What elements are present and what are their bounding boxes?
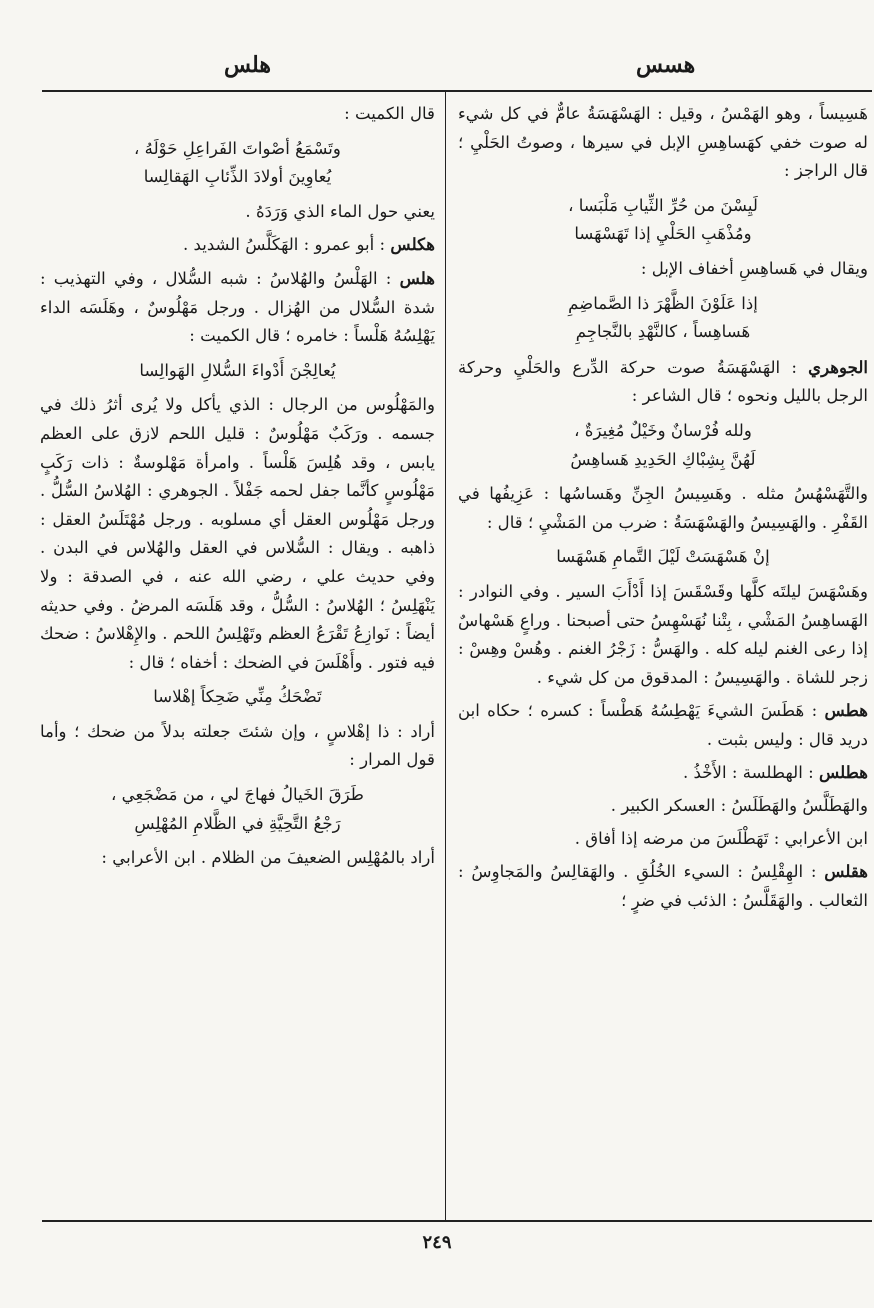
paragraph: والمَهْلُوس من الرجال : الذي يأكل ولا يُرى أثرُ ذلك في جسمه . ورَكَبٌ مَهْلُوسٌ : قليل اللحم لازق على العظم يابس ، وقد هُلِسَ هَلْساً . وامرأة مَهْلوسةٌ : ذات رَكَبٍ مَهْلُوسٍ كأنَّما جفل لحمه جَفْلاً . الجوهري : الهُلاسُ السُّلُّ . ورجل مَهْلُوس العقل أي مسلوبه . ورجل مُهْتَلَسُ العقل : ذاهبه . ويقال : السُّلاس في العقل والهُلاس في البدن . وفي حديث علي ، رضي الله عنه ، في الصدقة : ولا يَنْهَلِسُ ؛ الهُلاسُ : السُّلُّ ، وقد هَلَسَه المرضُ . وفي حديثه أيضاً : نَوازِعُ تَقْرَعُ العظم وتَهْلِسُ اللحم . والإِهْلاسُ : ضحك فيه فتور . وأَهْلَسَ في الضحك : أخفاه ؛ قال : [40, 395, 435, 672]
column-divider [445, 90, 446, 1220]
header-right-word: هسس [636, 52, 696, 78]
verse [458, 192, 868, 249]
entry-paragraph [458, 696, 868, 754]
paragraph: والتَّهَسْهُسُ مثله . وهَسِيسُ الجِنِّ وهَساسُها : عَزِيفُها في القَفْرِ . والهَسِيسُ والهَسْهَسَةُ : ضرب من المَشْيِ ؛ قال : [458, 484, 868, 532]
header-left-word: هلس [224, 52, 271, 78]
entry-paragraph [458, 857, 868, 915]
headword: الجوهري [808, 356, 868, 377]
entry-paragraph [40, 230, 435, 260]
paragraph: أراد بالمُهْلِس الضعيفَ من الظلام . ابن الأعرابي : [101, 848, 435, 868]
verse-line: لَهُنَّ بِشِبْاكِ الحَدِيدِ هَساهِسُ [570, 449, 756, 469]
entry-paragraph [458, 758, 868, 788]
verse-line: ولله فُرْسانٌ وخَيْلٌ مُغِيرَةٌ ، [574, 420, 752, 440]
entry-text: : الهَسْهَسَةُ صوت حركة الدِّرع والحَلْيِ وحركة الرجل بالليل ونحوه ؛ قال الشاعر : [458, 357, 868, 406]
headword: هكلس [390, 234, 435, 255]
entry-text: : الهِقْلِسُ : السيء الخُلُقِ . والهَقالِسُ والمَجاوِسُ : الثعالب . والهَقَلَّسُ : الذئب في ضرٍ ؛ [458, 862, 868, 910]
verse-line: يُعاوِينَ أولادَ الذِّئابِ الهَقالِسا [143, 167, 332, 187]
headword: هطس [824, 700, 868, 721]
left-column [40, 100, 435, 1212]
entry-paragraph [458, 353, 868, 411]
verse [40, 781, 435, 838]
verse-line: ومُذْهَبِ الحَلْيِ إذا تَهَسْهَسا [574, 224, 752, 244]
bottom-rule [42, 1220, 872, 1222]
headword: هقلس [824, 861, 868, 882]
paragraph: أراد : ذا إهْلاسٍ ، وإن شئتَ جعلته بدلاً من ضحك ؛ وأما قول المرار : [40, 721, 435, 770]
entry-text: : الهطلسة : الأَخْذُ . [682, 763, 819, 783]
verse [40, 683, 435, 712]
top-rule [42, 90, 872, 92]
verse-line: إذا عَلَوْنَ الظَّهْرَ ذا الصَّماضِمِ [568, 293, 758, 313]
verse-line: يُعالِجْنَ أَدْواءَ السُّلالِ الهَوالِسا [139, 360, 336, 380]
paragraph: يعني حول الماء الذي وَرَدَهُ . [245, 201, 435, 221]
verse-line: طَرَقَ الخَيالُ فهاجَ لي ، من مَضْجَعِي ، [111, 785, 364, 805]
verse-line: رَجْعُ التَّحِيَّةِ في الظَّلامِ المُهْلِسِ [134, 813, 341, 833]
right-column [458, 100, 868, 1212]
verse [458, 290, 868, 347]
verse-line: هَساهِساً ، كالنَّهْدِ بالنَّجاجِمِ [575, 322, 751, 342]
entry-text: : هَطَسَ الشيءَ يَهْطِسُهُ هَطْساً : كسره ؛ حكاه ابن دريد قال : وليس بثبت . [458, 701, 868, 749]
verse-line: تَضْحَكُ مِنِّي ضَحِكاً إهْلاسا [153, 687, 322, 707]
entry-paragraph [40, 264, 435, 351]
paragraph: قال الكميت : [344, 104, 435, 123]
paragraph: ابن الأعرابي : تَهَطْلَسَ من مرضه إذا أفاق . [574, 828, 868, 848]
verse [458, 417, 868, 474]
page-number: ٢٤٩ [422, 1232, 452, 1253]
verse-line: إنْ هَسْهَسَتْ لَيْلَ التَّمامِ هَسْهَسا [556, 547, 770, 567]
verse [458, 543, 868, 572]
entry-text: : الهَلْسُ والهُلاسُ : شبه السُّلال ، وفي التهذيب : شدة السُّلال من الهُزال . ورجل مَهْلُوسٌ ، وهَلَسَه الداء يَهْلِسُهُ هَلْساً : خامره ؛ قال الكميت : [40, 268, 435, 346]
entry-text: : أبو عمرو : الهَكَلَّسُ الشديد . [182, 235, 391, 255]
verse [40, 357, 435, 386]
headword: هطلس [818, 762, 868, 783]
paragraph: والهَطَلَّسُ والهَطَلَسُ : العسكر الكبير . [610, 796, 868, 816]
verse-line: لَيِسْنَ من حُرِّ الثِّيابِ مَلْبَسا ، [568, 195, 758, 215]
paragraph: وهَسْهَسَ ليلتَه كلَّها وقَسْقَسَ إذا أَدْأَبَ السير . وفي النوادر : الهَساهِسُ المَشْي ، بِتْنا نُهَسْهِسُ حتى أصبحنا . وراعٍ هَسْهاسٌ إذا رعى الغنم ليله كله . والهَسُّ : زَجْرُ الغنم . وهُسْ وهِسْ : زجر للشاة . والهَسِيسُ : المدقوق من كل شيء . [458, 581, 868, 687]
paragraph: هَسِيساً ، وهو الهَمْسُ ، وقيل : الهَسْهَسَةُ عامٌّ في كل شيء له صوت خفي كهَساهِسِ الإبل في سيرها ، وصوتُ الحَلْيِ ؛ قال الراجز : [458, 104, 868, 181]
verse [40, 135, 435, 192]
verse-line: وتَسْمَعُ أصْواتَ الفَراعِلِ حَوْلَهُ ، [134, 138, 341, 158]
headword: هلس [399, 267, 435, 288]
paragraph: ويقال في هَساهِسِ أخفاف الإبل : [640, 258, 868, 278]
